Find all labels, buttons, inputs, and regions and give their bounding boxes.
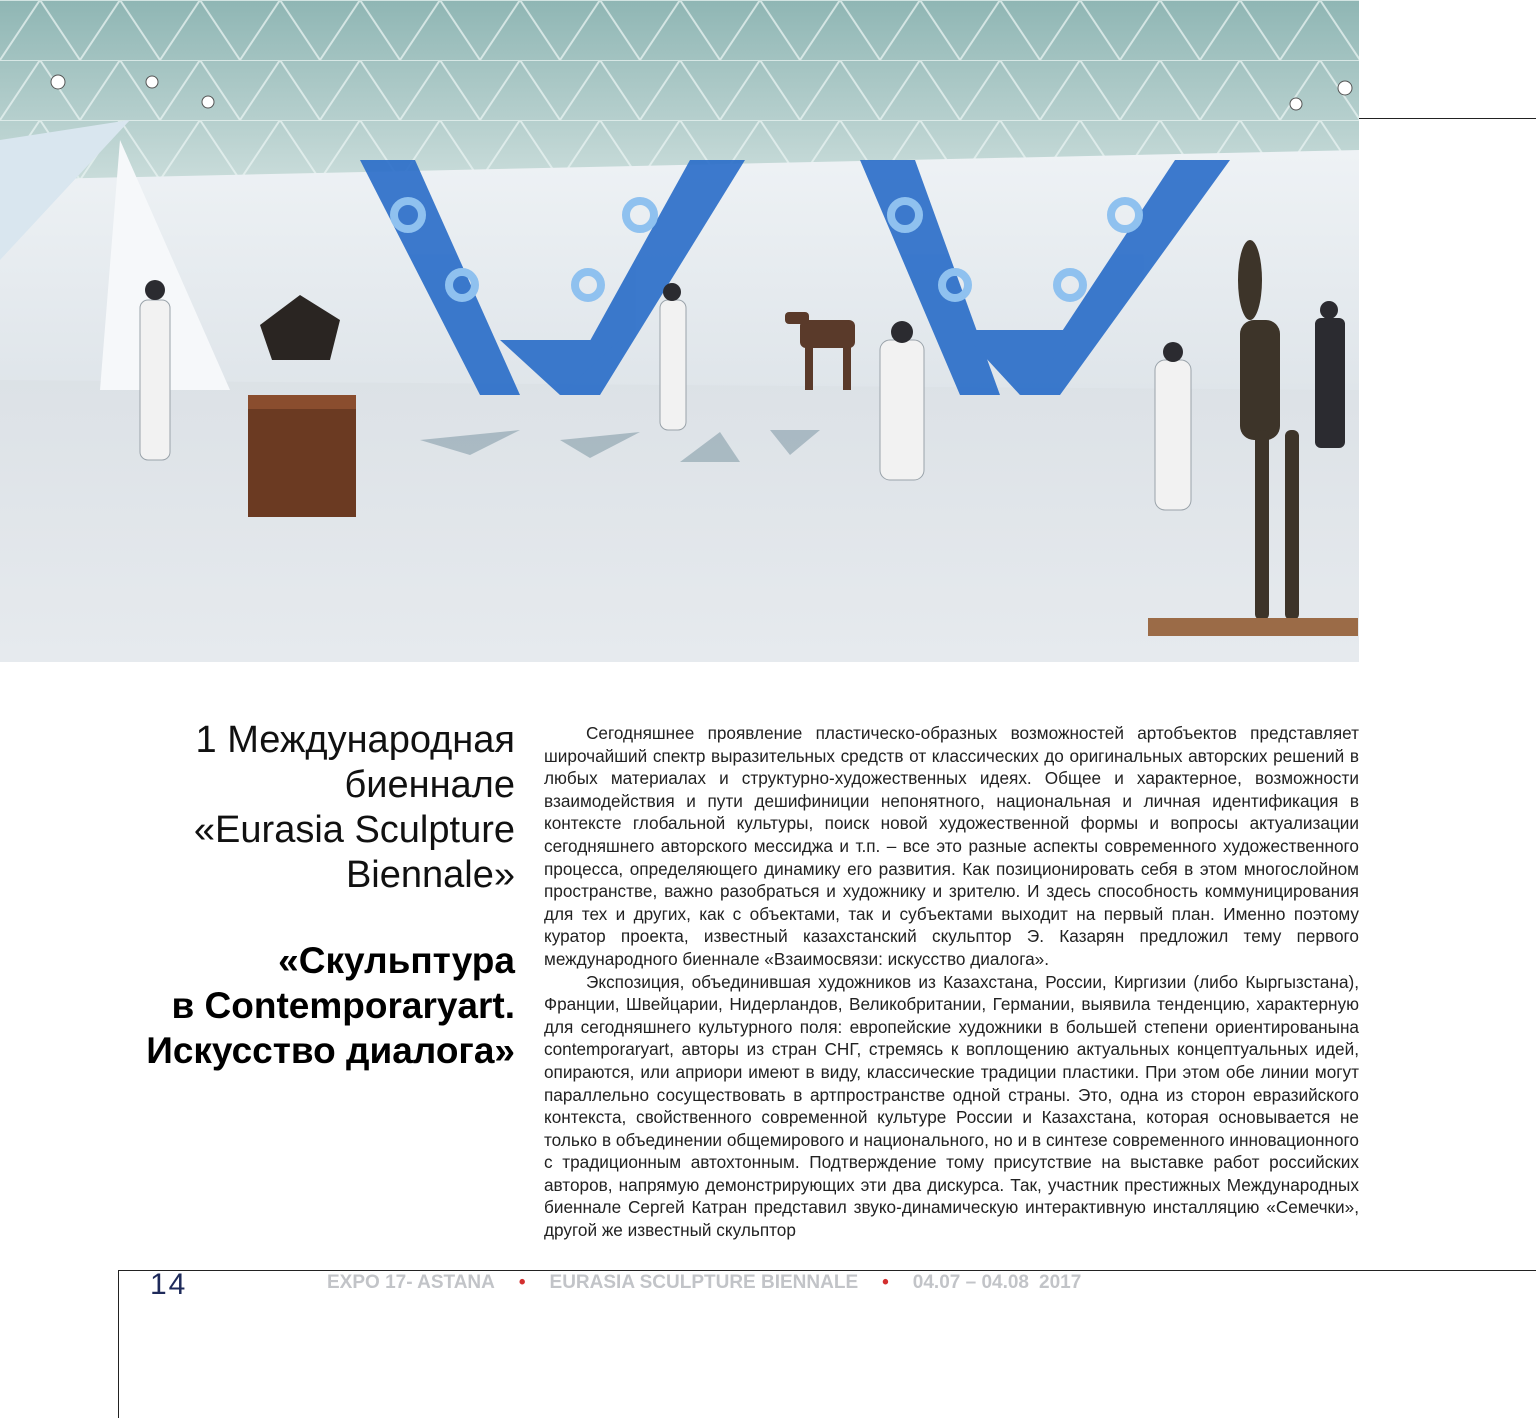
running-dates: 04.07 – 04.08 — [912, 1272, 1029, 1293]
paragraph: Сегодняшнее проявление пластическо-образных возможностей артобъектов представляет широчайший спектр выразительных средств от классических до оригинальных авторских решений в любых материалах и структурно-художественных идеях. Общее и характерное, возможности взаимодействия и пути дешифиниции непонятного, национальная и личная идентификация в контексте глобальной культуры, поиск новой художественной формы и вопросы актуализации сегодняшнего авторского мессиджа и т.п. – все это разные аспекты современного художественного процесса, определяющего динамику его развития. Как позиционировать себя в этом многослойном пространстве, важно разобраться и художнику и зрителю. И здесь способность коммуницирования для тех и других, как с объектами, так и субъектами выходит на первый план. Именно поэтому куратор проекта, известный казахстанский скульптор Э. Казарян предложил тему первого международного биеннале «Взаимосвязи: искусство диалога». — [544, 723, 1359, 969]
paragraph: Экспозиция, объединившая художников из Казахстана, России, Киргизии (либо Кыргызстана), Франции, Швейцарии, Нидерландов, Великобритании, Германии, выявила тенденцию, характерную для сегодняшнего культурного поля: европейские художники в большей степени ориентированына contemporaryart, авторы из стран СНГ, стремясь к воплощению актуальных концептуальных идей, опираются, или априори имеют в виду, классические традиции пластики. При этом обе линии могут параллельно сосуществовать в артпространстве одной страны. Это, одна из сторон евразийского контекста, свойственного современной культуре России и Казахстана, которая основывается не только в объединении общемирового и национального, но и в синтезе современного инновационного с традиционным автохтонным. Подтверждение тому присутствие на выставке работ российских авторов, напрямую демонстрирующих эти два дискурса. Так, участник престижных Международных биеннале Сергей Катран представил звуко-динамическую интерактивную инсталляцию «Семечки», другой же известный скульптор — [544, 971, 1359, 1241]
running-expo: EXPO 17- ASTANA — [327, 1272, 495, 1293]
bullet-separator: • — [882, 1272, 889, 1293]
exhibition-hall-photo — [0, 0, 1359, 662]
subtitle-line: «Скульптура — [278, 940, 515, 981]
article-subtitle — [120, 938, 515, 1073]
article-titles — [120, 718, 515, 1073]
footer-side-rule — [118, 1270, 119, 1418]
header-rule — [1359, 118, 1536, 119]
bullet-separator: • — [518, 1272, 526, 1293]
subtitle-line: в Contemporaryart. — [171, 985, 515, 1026]
running-year: 2017 — [1039, 1272, 1082, 1293]
article-body — [544, 722, 1359, 1242]
article-title — [120, 718, 515, 898]
page-number: 14 — [150, 1268, 188, 1301]
subtitle-line: Искусство диалога» — [146, 1030, 515, 1071]
title-line: биеннале — [344, 764, 515, 806]
running-footer — [327, 1272, 1081, 1294]
running-biennale: EURASIA SCULPTURE BIENNALE — [549, 1272, 859, 1293]
footer-rule — [118, 1270, 1536, 1271]
title-line: Biennale» — [345, 854, 515, 896]
title-line: «Eurasia Sculpture — [193, 809, 515, 851]
title-line: 1 Международная — [195, 719, 515, 761]
